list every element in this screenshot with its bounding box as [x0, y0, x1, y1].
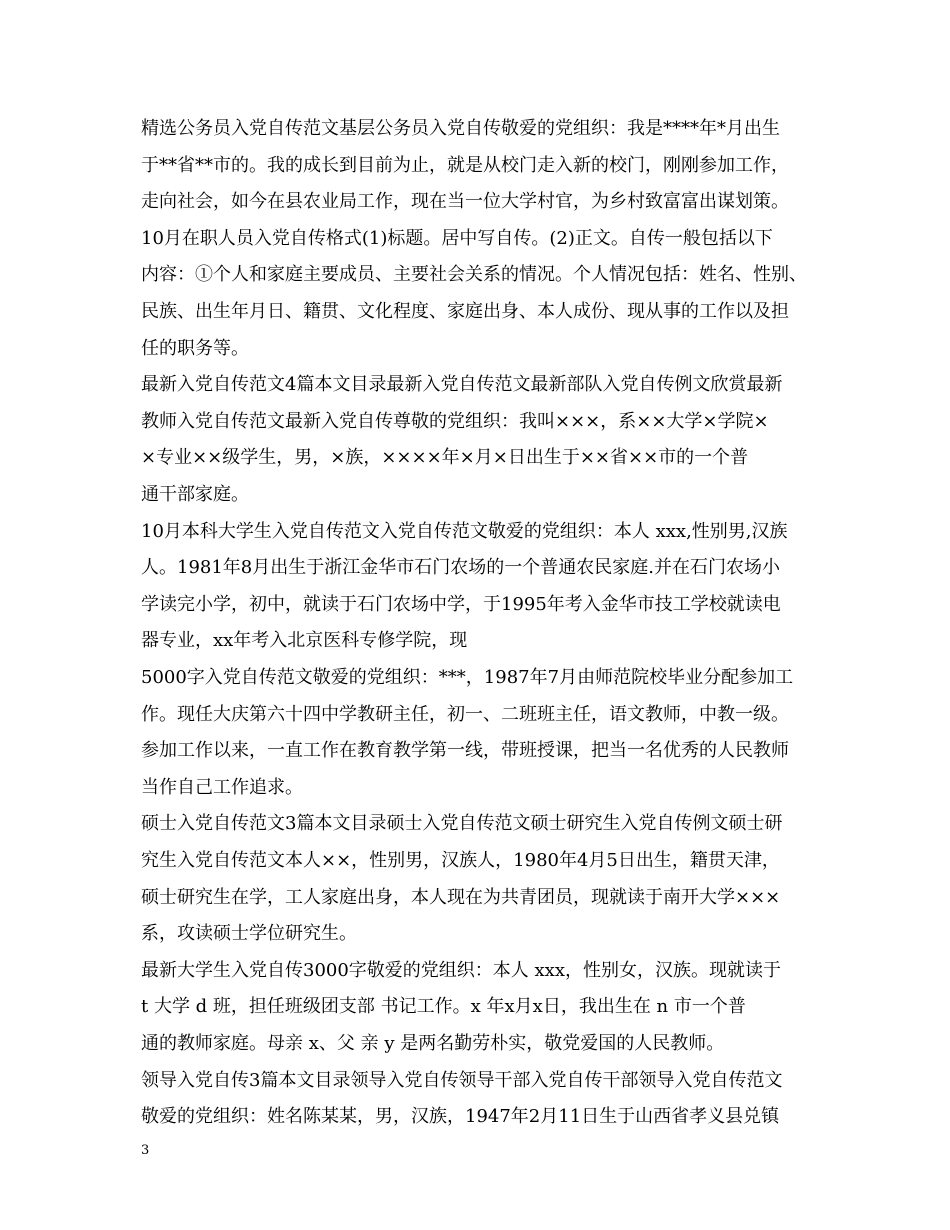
- text-line: 通干部家庭。: [141, 484, 249, 505]
- text-line: 硕士入党自传范文3篇本文目录硕士入党自传范文硕士研究生入党自传例文硕士研: [141, 813, 783, 835]
- text-line: 作。现任大庆第六十四中学教研主任，初一、二班班主任，语文教师，中教一级。: [141, 703, 789, 725]
- text-line: 10月本科大学生入党自传范文入党自传范文敬爱的党组织：本人 xxx,性别男,汉族: [141, 520, 788, 542]
- text-line: 通的教师家庭。母亲 x、父 亲 y 是两名勤劳朴实，敬党爱国的人民教师。: [141, 1033, 725, 1054]
- text-line: t 大学 d 班，担任班级团支部 书记工作。x 年x月x日，我出生在 n 市一个普: [141, 996, 746, 1018]
- text-line: 民族、出生年月日、籍贯、文化程度、家庭出身、本人成份、现从事的工作以及担: [141, 301, 789, 322]
- text-line: 最新入党自传范文4篇本文目录最新入党自传范文最新部队入党自传例文欣赏最新: [141, 374, 783, 396]
- text-line: 最新大学生入党自传3000字敬爱的党组织：本人 xxx，性别女，汉族。现就读于: [141, 959, 781, 981]
- text-line: 学读完小学，初中，就读于石门农场中学，于1995年考入金华市技工学校就读电: [141, 593, 781, 615]
- text-line: 领导入党自传3篇本文目录领导入党自传领导干部入党自传干部领导入党自传范文: [141, 1069, 783, 1091]
- text-line: 器专业，xx年考入北京医科专修学院，现: [141, 630, 468, 652]
- text-line: 参加工作以来，一直工作在教育教学第一线，带班授课，把当一名优秀的人民教师: [141, 740, 789, 762]
- text-line: 10月在职人员入党自传格式(1)标题。居中写自传。(2)正文。自传一般包括以下: [141, 227, 773, 249]
- text-line: 精选公务员入党自传范文基层公务员入党自传敬爱的党组织：我是****年*月出生: [141, 118, 780, 139]
- text-line: 任的职务等。: [141, 337, 249, 359]
- text-line: 内容：①个人和家庭主要成员、主要社会关系的情况。个人情况包括：姓名、性别、: [141, 264, 807, 286]
- text-line: 5000字入党自传范文敬爱的党组织：***，1987年7月由师范院校毕业分配参加工: [141, 667, 794, 688]
- text-line: ×专业××级学生，男，×族，××××年×月×日出生于××省××市的一个普: [141, 447, 749, 469]
- text-line: 人。1981年8月出生于浙江金华市石门农场的一个普通农民家庭.并在石门农场小: [141, 557, 780, 579]
- text-line: 教师入党自传范文最新入党自传尊敬的党组织：我叫×××，系××大学×学院×: [141, 410, 769, 432]
- text-line: 究生入党自传范文本人××，性别男，汉族人，1980年4月5日出生，籍贯天津，: [141, 850, 780, 871]
- text-line: 敬爱的党组织：姓名陈某某，男，汉族，1947年2月11日生于山西省孝义县兑镇: [141, 1106, 780, 1128]
- text-line: 走向社会，如今在县农业局工作，现在当一位大学村官，为乡村致富富出谋划策。: [141, 191, 789, 213]
- text-line: 当作自己工作追求。: [141, 776, 303, 798]
- text-line: 系，攻读硕士学位研究生。: [141, 923, 357, 945]
- text-line: 于**省**市的。我的成长到目前为止，就是从校门走入新的校门，刚刚参加工作，: [141, 154, 789, 176]
- text-line: 硕士研究生在学，工人家庭出身，本人现在为共青团员，现就读于南开大学×××: [141, 886, 781, 908]
- page-number: 3: [141, 1143, 150, 1158]
